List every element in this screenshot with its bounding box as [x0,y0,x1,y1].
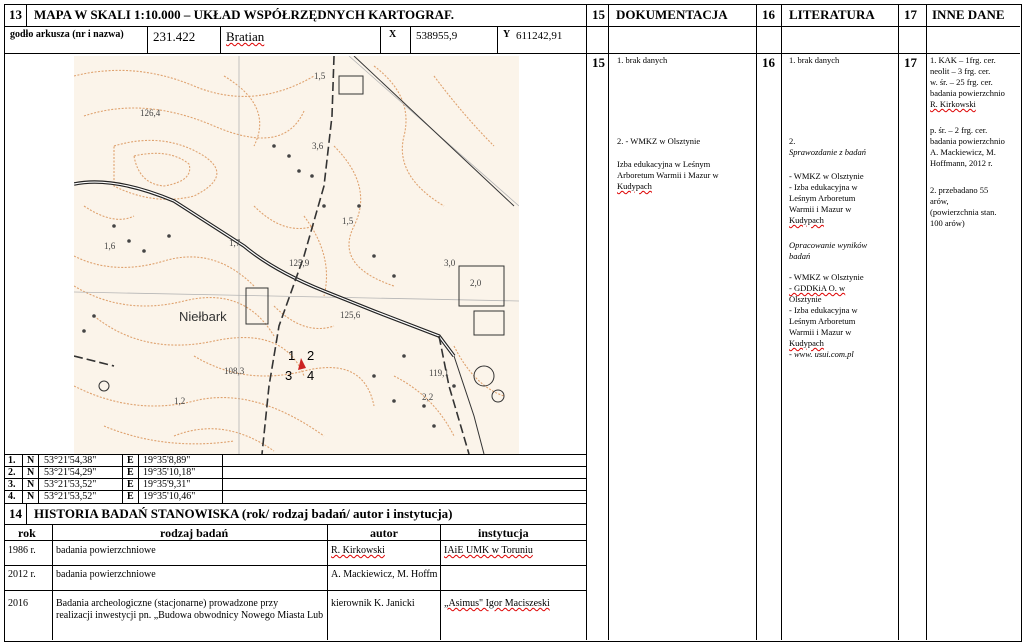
dokumentacja-title: DOKUMENTACJA [616,7,728,22]
literatura-item: Kudypach [789,215,824,225]
map-elevation: 1,6 [104,241,116,251]
history-author: kierownik K. Janicki [331,598,415,609]
section-17-number-repeat: 17 [904,55,917,70]
dokumentacja-item: Kudypach [617,181,652,191]
section-16-number: 16 [762,7,775,22]
inne-item: A. Mackiewicz, M. [930,147,996,157]
literatura-item: - Izba edukacyjna w [789,182,858,192]
dokumentacja-item: 2. - WMKZ w Olsztynie [617,136,701,146]
sheet-name: Bratian [226,29,265,44]
divider [440,524,441,640]
history-type: badania powierzchniowe [56,545,156,556]
literatura-item: Kudypach [789,338,824,348]
divider [497,26,498,53]
map-elevation: 119,1 [429,368,449,378]
literatura-item: Sprawozdanie z badań [789,147,866,157]
divider [4,53,586,54]
coord-no: 3. [8,479,16,490]
divider [4,26,586,27]
map-elevation: 108,3 [224,366,245,376]
coord-e: E [127,479,134,490]
history-header-year: rok [18,526,36,540]
section-13-number: 13 [9,7,22,22]
coord-lon: 19°35'10,18" [143,467,196,478]
inne-item: 2. przebadano 55 [930,185,989,195]
site-marker [298,358,306,370]
inne-item: p. śr. – 2 frg. cer. [930,125,988,135]
map-place-name: Niełbark [179,309,227,324]
divider [4,503,586,504]
literatura-title: LITERATURA [789,7,875,22]
y-value: 611242,91 [516,30,563,42]
literatura-item: - WMKZ w Olsztynie [789,272,864,282]
divider [220,26,221,53]
coord-lon: 19°35'9,31" [143,479,191,490]
literatura-item: Warmii i Mazur w [789,204,852,214]
map-elevation: 126,4 [140,108,161,118]
map-elevation: 2,0 [470,278,482,288]
section-14-number: 14 [9,506,22,521]
section-17-number: 17 [904,7,917,22]
dokumentacja-item: Izba edukacyjna w Leśnym [617,159,711,169]
coord-n: N [27,455,35,466]
dokumentacja-item: 1. brak danych [617,55,668,65]
sheet-label: godło arkusza (nr i nazwa) [10,29,124,40]
divider [4,565,586,566]
literatura-item: 2. [789,136,796,146]
sheet-number: 231.422 [153,29,196,44]
divider [380,26,381,53]
inne-item: R. Kirkowski [930,99,976,109]
topographic-map [74,56,519,454]
history-year: 1986 r. [8,545,36,556]
divider [608,4,609,640]
history-header-author: autor [370,526,398,540]
coord-lon: 19°35'8,89" [143,455,191,466]
x-label: X [389,29,397,40]
literatura-item: Leśnym Arboretum [789,193,856,203]
literatura-item: - Izba edukacyjna w [789,305,858,315]
divider [52,524,53,640]
divider [926,4,927,640]
map-elevation: 1,5 [314,71,326,81]
divider [781,4,782,640]
coord-lon: 19°35'10,46" [143,491,196,502]
literatura-item: Opracowanie wyników [789,240,868,250]
section-16-number-repeat: 16 [762,55,775,70]
y-label: Y [503,29,511,40]
inne-title: INNE DANE [932,7,1005,22]
divider [26,503,27,524]
inne-item: badania powierzchnio [930,136,1005,146]
history-type-cont: realizacji inwestycji pn. „Budowa obwodnicy Nowego Miasta Lub [56,610,324,621]
site-number: 1 [288,348,296,363]
coord-e: E [127,455,134,466]
divider [327,524,328,640]
coord-lat: 53°21'53,52" [44,479,97,490]
inne-item: 100 arów) [930,218,965,228]
map-elevation: 3,0 [444,258,456,268]
map-elevation: 125,9 [289,258,310,268]
literatura-item: Warmii i Mazur w [789,327,852,337]
map-elevation: 1,7 [229,238,241,248]
divider [898,4,899,640]
divider [22,454,23,503]
divider [147,26,148,53]
history-header-type: rodzaj badań [160,526,229,540]
history-title: HISTORIA BADAŃ STANOWISKA (rok/ rodzaj badań/ autor i instytucja) [34,506,453,521]
coord-no: 2. [8,467,16,478]
divider [586,53,1020,54]
literatura-link[interactable]: - www. usui.com.pl [789,349,854,359]
site-number: 3 [285,368,293,383]
coord-no: 1. [8,455,16,466]
inne-item: 1. KAK – 1frg. cer. [930,55,996,65]
literatura-item: 1. brak danych [789,55,840,65]
map-elevation: 125,6 [340,310,361,320]
history-year: 2016 [8,598,28,609]
inne-item: arów, [930,196,949,206]
history-author: R. Kirkowski [331,545,385,556]
coord-lat: 53°21'54,29" [44,467,97,478]
divider [222,454,223,503]
map-elevation: 1,5 [342,216,354,226]
literatura-item: badań [789,251,811,261]
divider [4,524,586,525]
divider [26,4,27,26]
history-header-institution: instytucja [478,526,529,540]
inne-item: w. śr. – 25 frg. cer. [930,77,993,87]
history-year: 2012 r. [8,569,36,580]
coord-lat: 53°21'54,38" [44,455,97,466]
x-value: 538955,9 [416,30,458,42]
map-elevation: 1,2 [174,396,186,406]
history-institution: IAiE UMK w Toruniu [444,545,533,556]
coord-n: N [27,479,35,490]
map-section-title: MAPA W SKALI 1:10.000 – UKŁAD WSPÓŁRZĘDNYCH KARTOGRAF. [34,7,455,22]
divider [38,454,39,503]
divider [4,590,586,591]
coord-e: E [127,491,134,502]
divider [586,26,1020,27]
history-author: A. Mackiewicz, M. Hoffm [331,569,438,580]
history-institution: „Asimus" Igor Maciszeski [444,598,550,609]
inne-item: badania powierzchnio [930,88,1005,98]
divider [756,4,757,640]
history-type: badania powierzchniowe [56,569,156,580]
coord-e: E [127,467,134,478]
inne-item: (powierzchnia stan. [930,207,997,217]
site-number: 2 [307,348,315,363]
map-elevation: 3,6 [312,141,324,151]
history-type: Badania archeologiczne (stacjonarne) prowadzone przy [56,598,279,609]
site-number: 4 [307,368,315,383]
map-elevation: 2,2 [422,392,434,402]
inne-item: neolit – 3 frg. cer. [930,66,991,76]
divider [410,26,411,53]
inne-item: Hoffmann, 2012 r. [930,158,993,168]
coord-n: N [27,467,35,478]
coord-no: 4. [8,491,16,502]
divider [138,454,139,503]
literatura-item: - WMKZ w Olsztynie [789,171,864,181]
section-15-number-repeat: 15 [592,55,605,70]
divider [122,454,123,503]
section-15-number: 15 [592,7,605,22]
dokumentacja-item: Arboretum Warmii i Mazur w [617,170,719,180]
coord-n: N [27,491,35,502]
literatura-item: Leśnym Arboretum [789,316,856,326]
coord-lat: 53°21'53,52" [44,491,97,502]
divider [586,4,587,640]
literatura-item: Olsztynie [789,294,822,304]
literatura-item: - GDDKiA O. w [789,283,846,293]
